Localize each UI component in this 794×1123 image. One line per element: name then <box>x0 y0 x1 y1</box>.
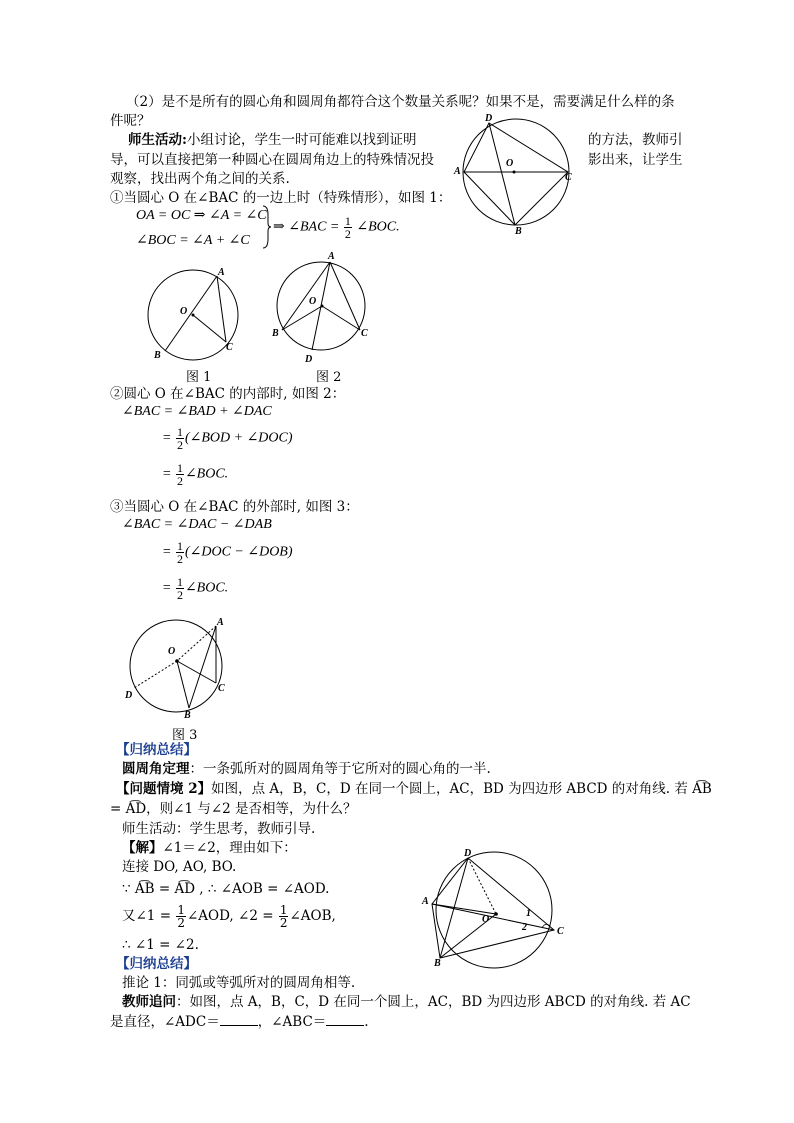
solution-text: ∠1＝∠2，理由如下： <box>162 840 297 856</box>
figure-4 <box>418 846 568 970</box>
fig4-label-O: O <box>482 914 490 925</box>
activity-line-1 <box>128 131 416 149</box>
frac-num: 1 <box>176 425 183 439</box>
corollary: 推论 1：同弧或等弧所对的圆周角相等. <box>122 975 356 991</box>
activity-text-b: 的方法，教师引 <box>588 132 683 148</box>
label-D: D <box>485 113 493 124</box>
solution-s2: ∵ A͡B = A͡D , ∴ ∠AOB = ∠AOD. <box>122 881 330 897</box>
problem2-activity: 师生活动：学生思考，教师引导. <box>122 821 316 837</box>
followup-line-1 <box>122 993 691 1011</box>
activity-text-a: 小组讨论，学生一时可能难以找到证明 <box>186 132 417 148</box>
activity-line-2a: 导，可以直接把第一种圆心在圆周角边上的特殊情况投 <box>110 152 434 168</box>
case2-l2-text: (∠BOD + ∠DOC) <box>184 430 293 446</box>
case3-heading: ③当圆心 O 在∠BAC 的外部时, 如图 3： <box>110 499 359 515</box>
s3-fraction-1 <box>176 904 186 929</box>
case1-eq1: OA = OC ⇒ ∠A = ∠C <box>136 208 267 223</box>
case3-l2 <box>162 540 293 565</box>
fig2-label-D: D <box>305 354 313 365</box>
fig3-label-A: A <box>217 617 224 628</box>
case2-fraction-1 <box>176 426 184 451</box>
case1-heading: ①当圆心 O 在∠BAC 的一边上时（特殊情形），如图 1： <box>110 190 452 206</box>
summary2-tag: 【归纳总结】 <box>116 956 197 972</box>
case1-brace <box>262 205 272 249</box>
frac-den: 2 <box>176 552 183 566</box>
fig4-label-2: 2 <box>522 922 527 933</box>
figure-3 <box>122 612 232 724</box>
solution-label: 【解】 <box>122 840 163 856</box>
fig3-label-D: D <box>125 690 133 701</box>
figure-2 <box>268 250 378 368</box>
solution-s3 <box>122 904 336 929</box>
fig3-label-B: B <box>184 710 191 721</box>
summary1-tag: 【归纳总结】 <box>116 742 197 758</box>
case3-l2-text: (∠DOC − ∠DOB) <box>184 544 293 560</box>
activity-line-3: 观察，找出两个角之间的关系. <box>110 171 290 187</box>
problem2-text: 如图，点 A，B，C，D 在同一个圆上，AC，BD 为四边形 ABCD 的对角线. 若 A͡B <box>211 781 712 797</box>
label-A: A <box>454 166 461 177</box>
case1-result <box>273 215 400 240</box>
fig4-label-D: D <box>464 848 472 859</box>
fig3-label-C: C <box>218 683 225 694</box>
fig2-caption: 图 2 <box>316 370 342 385</box>
fig3-caption: 图 3 <box>172 728 198 743</box>
question-2-cont: 件呢？ <box>110 113 151 129</box>
fig2-label-C: C <box>361 328 368 339</box>
problem2-line-2: = A͡D，则∠1 与∠2 是否相等，为什么？ <box>110 801 357 817</box>
problem2-label: 【问题情境 2】 <box>116 781 212 797</box>
fig4-label-A: A <box>422 896 429 907</box>
followup-label: 教师追问 <box>122 994 176 1010</box>
fig2-label-O: O <box>309 296 317 307</box>
s3b: ∠AOD, ∠2 = <box>186 908 274 924</box>
case2-heading: ②圆心 O 在∠BAC 的内部时, 如图 2： <box>110 386 346 402</box>
fig1-label-A: A <box>218 267 225 278</box>
solution-s1: 连接 DO, AO, BO. <box>122 859 237 875</box>
fig1-caption: 图 1 <box>186 370 212 385</box>
s3a: 又∠1 = <box>122 908 172 924</box>
followup-line-2 <box>110 1013 369 1031</box>
fig4-label-1: 1 <box>526 908 531 919</box>
theorem-label: 圆周角定理 <box>122 761 190 777</box>
activity-line-2b: 影出来，让学生 <box>588 152 683 168</box>
solution-line <box>122 839 297 857</box>
solution-s4: ∴ ∠1 = ∠2. <box>122 937 199 953</box>
activity-label: 师生活动: <box>128 132 187 148</box>
label-C: C <box>565 172 572 183</box>
followup-text: ：如图，点 A，B，C，D 在同一个圆上，AC，BD 为四边形 ABCD 的对角线. 若 AC <box>176 994 691 1010</box>
frac-num: 1 <box>177 903 185 917</box>
theorem-text: ：一条弧所对的圆周角等于它所对的圆心角的一半. <box>189 761 491 777</box>
followup2b: ，∠ABC＝ <box>257 1014 327 1030</box>
eq-sign: = <box>162 544 172 560</box>
fig2-label-A: A <box>328 251 335 262</box>
eq-sign: = <box>162 430 172 446</box>
figure-top-quadrilateral <box>452 110 582 236</box>
frac-num: 1 <box>176 461 183 475</box>
case2-fraction-2 <box>176 462 184 487</box>
fig1-label-C: C <box>226 342 233 353</box>
theorem-line <box>122 760 491 778</box>
blank-abc[interactable] <box>326 1013 364 1026</box>
case3-fraction-2 <box>176 576 184 601</box>
frac-num: 1 <box>176 575 183 589</box>
frac-den: 2 <box>176 474 183 488</box>
fig3-label-O: O <box>168 646 176 657</box>
followup2c: . <box>364 1014 369 1030</box>
case3-l3-text: ∠BOC. <box>184 580 229 596</box>
problem2-line-1 <box>116 780 712 798</box>
frac-den: 2 <box>176 438 183 452</box>
fig2-label-B: B <box>272 328 279 339</box>
s3-fraction-2 <box>279 904 289 929</box>
s3c: ∠AOB, <box>289 908 336 924</box>
frac-den: 2 <box>344 227 351 241</box>
case3-l3 <box>162 576 228 601</box>
case2-l3-text: ∠BOC. <box>184 466 229 482</box>
fig4-label-B: B <box>434 958 441 969</box>
case1-result-pre: ⇒ ∠BAC = <box>273 219 340 235</box>
question-2: （2）是不是所有的圆心角和圆周角都符合这个数量关系呢？如果不是，需要满足什么样的条 <box>126 94 675 110</box>
case1-result-post: ∠BOC. <box>356 219 400 235</box>
case2-l3 <box>162 462 228 487</box>
fig4-label-C: C <box>557 926 564 937</box>
frac-den: 2 <box>279 916 288 930</box>
label-B: B <box>515 226 522 236</box>
case3-l1: ∠BAC = ∠DAC − ∠DAB <box>122 517 272 532</box>
label-O: O <box>506 158 514 169</box>
eq-sign: = <box>162 580 172 596</box>
frac-num: 1 <box>279 903 288 917</box>
blank-adc[interactable] <box>220 1013 258 1026</box>
followup2a: 是直径，∠ADC＝ <box>110 1014 220 1030</box>
case2-l1: ∠BAC = ∠BAD + ∠DAC <box>122 404 272 419</box>
eq-sign: = <box>162 466 172 482</box>
frac-den: 2 <box>177 916 185 930</box>
frac-num: 1 <box>176 539 183 553</box>
fig1-label-O: O <box>180 306 188 317</box>
figure-1 <box>140 262 250 366</box>
case2-l2 <box>162 426 293 451</box>
case1-fraction <box>344 215 352 240</box>
frac-den: 2 <box>176 588 183 602</box>
fig1-label-B: B <box>154 350 161 361</box>
frac-num: 1 <box>344 214 351 228</box>
case1-eq2: ∠BOC = ∠A + ∠C <box>136 233 250 248</box>
case3-fraction-1 <box>176 540 184 565</box>
